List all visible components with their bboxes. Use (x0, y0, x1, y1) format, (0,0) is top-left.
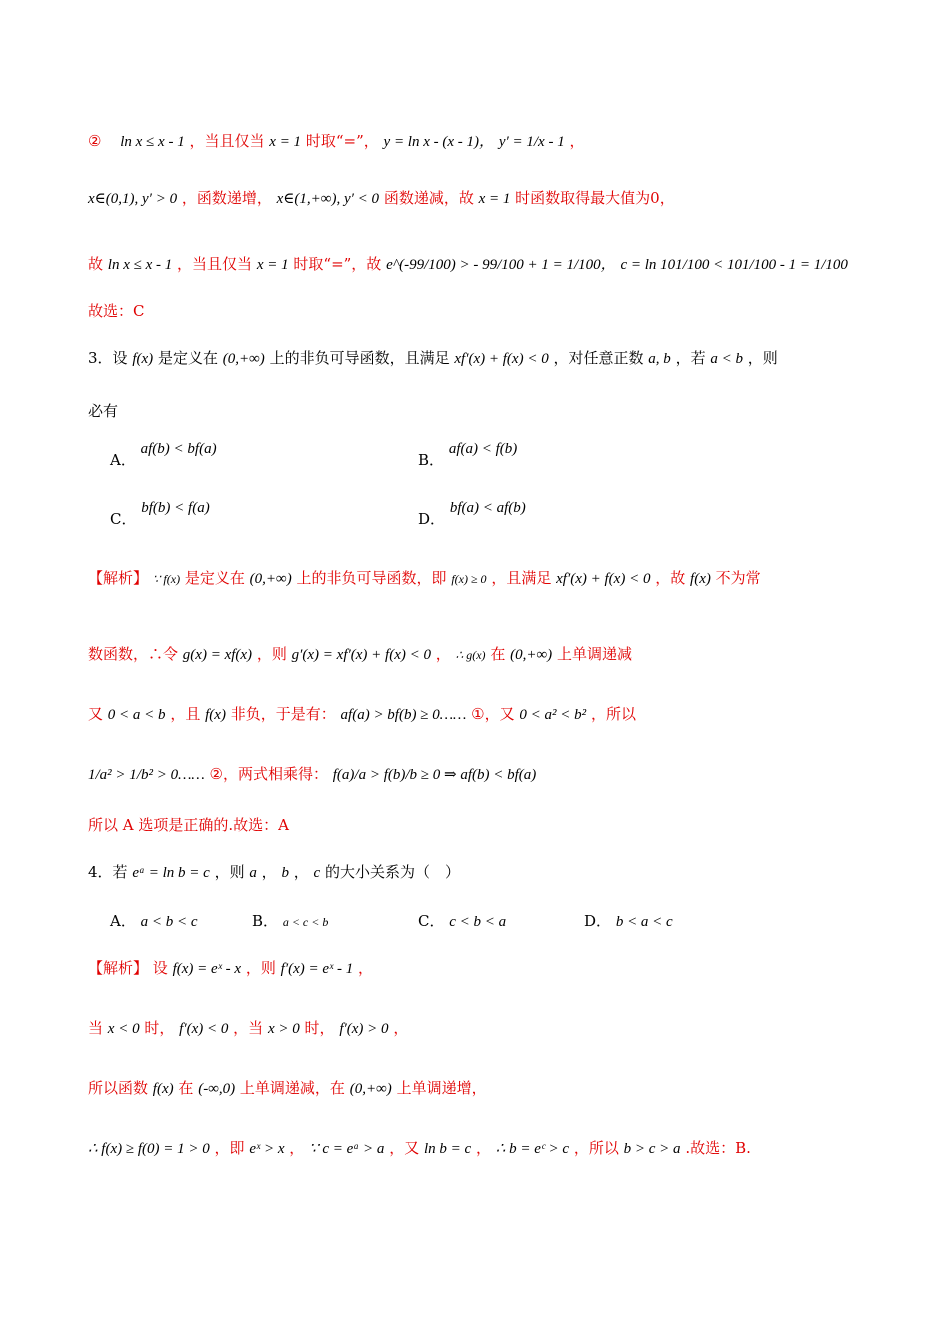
text: ， (358, 959, 374, 977)
math: f(x) (152, 1081, 174, 1097)
math: (0,+∞) (349, 1081, 392, 1097)
question-4 (88, 862, 460, 883)
math: 0 < a² < b² (519, 707, 587, 723)
text: 上单调递减，在 (239, 1079, 345, 1097)
text: ，则 (747, 349, 778, 367)
text: ，当 (233, 1019, 264, 1037)
math: x = 1 (478, 191, 511, 207)
math: (0,+∞) (510, 647, 553, 663)
math: ∵ f(x) (152, 572, 181, 586)
solution-line-1 (88, 131, 585, 152)
option-c (110, 496, 210, 528)
q4-analysis-line-4 (88, 1138, 751, 1159)
math: f′(x) = eˣ - 1 (280, 961, 354, 977)
circled-2: ② (88, 132, 102, 150)
math: a < c < b (282, 915, 329, 929)
q4-option-c (418, 910, 506, 931)
question-3 (88, 348, 778, 369)
math: ln x ≤ x - 1 (107, 257, 173, 273)
math: c = ln 101/100 < 101/100 - 1 = 1/100 (620, 257, 848, 273)
text: 故选：C (88, 302, 145, 320)
math: eᵃ = ln b = c (132, 865, 210, 881)
text: ， (261, 863, 277, 881)
math: c (313, 865, 321, 881)
solution-line-3 (88, 254, 848, 275)
math: af(b) < bf(a) (140, 441, 217, 457)
text: ， (569, 132, 585, 150)
option-label: B． (252, 912, 279, 930)
text: .故选：B. (685, 1139, 751, 1157)
text: ，当且仅当 (177, 255, 253, 273)
math: ln b = c (424, 1141, 472, 1157)
math: (0,+∞) (222, 351, 265, 367)
text: 上单调递增， (396, 1079, 487, 1097)
math: f(x) = eˣ - x (172, 961, 242, 977)
text: 的大小关系为（ ） (324, 863, 460, 881)
text: 所以函数 (88, 1079, 149, 1097)
text: 数函数，∴令 (88, 645, 179, 663)
text: 时， (144, 1019, 175, 1037)
analysis-line-3 (88, 704, 636, 725)
text: 所以 A 选项是正确的.故选：A (88, 816, 289, 834)
math: x∈(0,1), y′ > 0 (88, 191, 178, 207)
q4-analysis-line-1 (88, 958, 373, 979)
option-label: A． (110, 451, 136, 469)
option-label: D． (418, 510, 446, 528)
math: (-∞,0) (198, 1081, 236, 1097)
math: 1/a² > 1/b² > 0…… (88, 767, 205, 783)
math: f′(x) > 0 (339, 1021, 389, 1037)
text: ，函数递增， (181, 189, 272, 207)
text: ，则 (245, 959, 276, 977)
text: ，故 (655, 569, 686, 587)
q4-option-a (110, 910, 198, 931)
math: a (249, 865, 257, 881)
text: 是定义在 (184, 569, 245, 587)
math: x = 1 (269, 134, 302, 150)
option-d (418, 496, 526, 528)
math: ∵ c = eᵃ > a (309, 1141, 385, 1157)
math: 0 < a < b (107, 707, 166, 723)
math: x = 1 (256, 257, 289, 273)
math: f(x) (690, 571, 711, 587)
math: f(x) (205, 707, 226, 723)
math: x∈(1,+∞), y′ < 0 (276, 191, 380, 207)
analysis-tag: 【解析】 (88, 569, 149, 587)
math: y′ = 1/x - 1 (498, 134, 565, 150)
math: f(x) (132, 351, 154, 367)
text: ②，两式相乘得： (209, 765, 328, 783)
math: xf′(x) + f(x) < 0 (454, 351, 549, 367)
text: 又 (88, 705, 104, 723)
question-number: 4．若 (88, 863, 128, 881)
text: ， (435, 645, 451, 663)
math: x < 0 (107, 1021, 140, 1037)
option-label: C． (418, 912, 445, 930)
text: 是定义在 (157, 349, 218, 367)
math: ∴ b = eᶜ > c (495, 1141, 570, 1157)
math: ln x ≤ x - 1 (120, 134, 185, 150)
text: 上的非负可导函数，且满足 (269, 349, 450, 367)
option-label: C． (110, 510, 137, 528)
solution-line-2 (88, 188, 675, 209)
option-a (110, 437, 217, 469)
math: b < a < c (615, 914, 673, 930)
math: c < b < a (449, 914, 507, 930)
math: af(a) < f(b) (448, 441, 518, 457)
question-3-cont (88, 401, 118, 421)
math: g(x) = xf(x) (182, 647, 253, 663)
text: 当 (88, 1019, 104, 1037)
math: bf(b) < f(a) (141, 500, 210, 516)
text: ， (393, 1019, 409, 1037)
text: ， (289, 1139, 305, 1157)
answer-line (88, 301, 144, 321)
text: ①，又 (471, 705, 515, 723)
math: b > c > a (623, 1141, 681, 1157)
q4-analysis-line-2 (88, 1018, 408, 1039)
text: ，则 (214, 863, 245, 881)
math: ∴ f(x) ≥ f(0) = 1 > 0 (88, 1141, 210, 1157)
text: 上的非负可导函数，即 (296, 569, 447, 587)
math: a < b (710, 351, 743, 367)
text: 时取“=”，故 (293, 255, 382, 273)
text: 时， (304, 1019, 335, 1037)
analysis-conclusion (88, 815, 289, 835)
math: af(a) > bf(b) ≥ 0…… (340, 707, 467, 723)
analysis-line-2 (88, 644, 632, 665)
option-b (418, 437, 518, 469)
text: 设 (152, 959, 168, 977)
math: f(x) ≥ 0 (451, 572, 487, 586)
question-number: 3．设 (88, 349, 128, 367)
text: 在 (178, 1079, 194, 1097)
math: y = ln x - (x - 1)， (383, 134, 495, 150)
text: ，则 (256, 645, 287, 663)
math: ∴ g(x) (455, 648, 486, 662)
option-label: D． (584, 912, 612, 930)
option-label: A． (110, 912, 136, 930)
math: a < b < c (140, 914, 198, 930)
math: f′(x) < 0 (179, 1021, 229, 1037)
text: 故 (88, 255, 104, 273)
analysis-line-1 (88, 568, 761, 589)
option-label: B． (418, 451, 445, 469)
analysis-tag: 【解析】 (88, 959, 149, 977)
text: ，对任意正数 (553, 349, 644, 367)
text: ，且 (170, 705, 201, 723)
text: ， (293, 863, 309, 881)
math: bf(a) < af(b) (449, 500, 526, 516)
text: ，当且仅当 (189, 132, 265, 150)
text: 非负，于是有： (230, 705, 336, 723)
q4-option-b (252, 910, 328, 931)
text: 上单调递减 (556, 645, 632, 663)
text: 时取“=”， (305, 132, 379, 150)
math: eˣ > x (249, 1141, 285, 1157)
text: 必有 (88, 402, 119, 420)
math: a, b (648, 351, 671, 367)
text: ，又 (389, 1139, 420, 1157)
text: ，即 (214, 1139, 245, 1157)
math: b (281, 865, 289, 881)
text: ，若 (675, 349, 706, 367)
math: e^(-99/100) > - 99/100 + 1 = 1/100， (386, 257, 616, 273)
q4-option-d (584, 910, 673, 931)
text: 时函数取得最大值为0， (515, 189, 675, 207)
math: x > 0 (267, 1021, 300, 1037)
analysis-line-4 (88, 764, 536, 785)
text: 不为常 (715, 569, 761, 587)
text: 函数递减，故 (383, 189, 474, 207)
text: ，所以 (573, 1139, 619, 1157)
text: ， (475, 1139, 491, 1157)
text: 在 (490, 645, 506, 663)
text: ，且满足 (491, 569, 552, 587)
text: ，所以 (590, 705, 636, 723)
math: f(a)/a > f(b)/b ≥ 0 ⇒ af(b) < bf(a) (332, 767, 537, 783)
math: (0,+∞) (249, 571, 292, 587)
math: xf′(x) + f(x) < 0 (556, 571, 651, 587)
math: g′(x) = xf′(x) + f(x) < 0 (291, 647, 431, 663)
q4-analysis-line-3 (88, 1078, 487, 1099)
